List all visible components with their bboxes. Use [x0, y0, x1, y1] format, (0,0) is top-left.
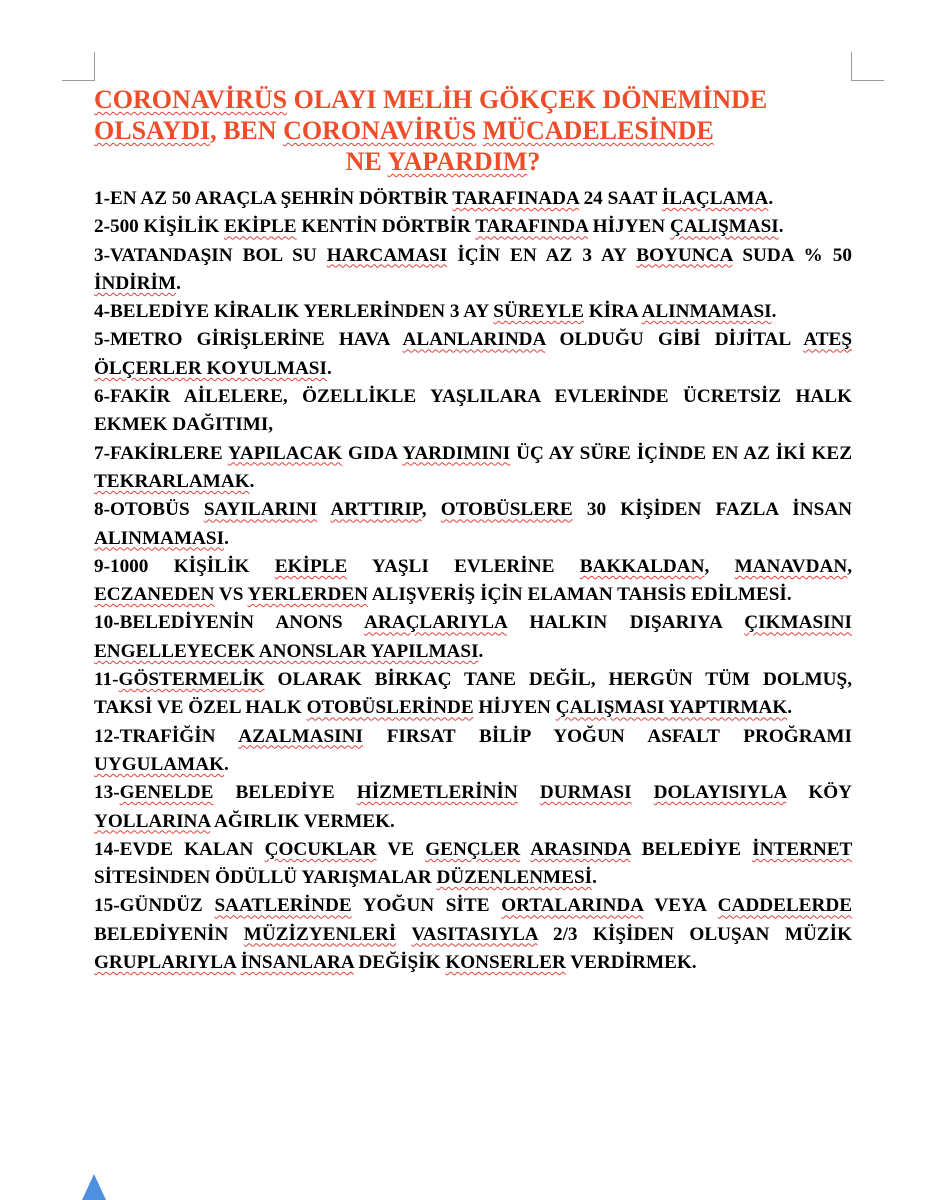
item-text: 11-	[94, 669, 119, 691]
item-text: VERDİRMEK.	[565, 952, 697, 974]
list-item	[94, 440, 852, 497]
item-text: İNSANLARA	[240, 952, 354, 974]
item-text: 9-1000 KİŞİLİK	[94, 555, 275, 577]
item-text	[520, 839, 530, 860]
list-item	[94, 326, 852, 383]
item-text: GRUPLARIYLA	[94, 952, 236, 974]
item-text: SAYILARINI	[203, 499, 318, 521]
item-text: 6-FAKİR AİLELERE, ÖZELLİKLE YAŞLILARA EVLERİNDE ÜCRETSİZ HALK EKMEK DAĞITIMI,	[94, 386, 852, 436]
item-text: GENÇLER	[425, 838, 521, 860]
title-word: CORONAVİRÜS	[283, 116, 477, 145]
item-text: ALINMAMASI	[641, 301, 772, 323]
item-text: .	[326, 357, 332, 379]
item-text: 13-	[94, 782, 120, 804]
item-text: HİJYEN	[587, 216, 670, 238]
item-text: OTOBÜSLERE	[440, 499, 573, 521]
list-item	[94, 892, 852, 977]
item-text: İNTERNET	[752, 838, 852, 860]
page-marker-icon	[82, 1174, 106, 1200]
item-text: 15-GÜNDÜZ	[94, 895, 215, 917]
item-text: YOĞUN SİTE	[351, 895, 502, 917]
item-text: SAATLERİNDE	[214, 895, 352, 917]
item-text: ÇALIŞMASI YAPTIRMAK	[555, 697, 788, 719]
item-text: BELEDİYE	[630, 838, 753, 860]
item-text: 10-BELEDİYENİN ANONS	[94, 612, 364, 634]
item-text: İNDİRİM	[94, 272, 177, 294]
title-line-2	[94, 115, 852, 146]
item-text: OTOBÜSLERİNDE	[306, 697, 474, 719]
list-item	[94, 666, 852, 723]
list-item	[94, 298, 852, 326]
item-text: 7-FAKİRLERE	[94, 442, 228, 464]
title-word: CORONAVİRÜS	[94, 85, 288, 114]
item-text: İÇİN EN AZ 3 AY	[447, 244, 637, 266]
item-text: 2/3 KİŞİDEN OLUŞAN MÜZİK	[537, 923, 852, 945]
item-text: VS	[214, 584, 248, 606]
item-text: OLDUĞU GİBİ DİJİTAL	[545, 329, 804, 351]
margin-mark-top-left	[62, 52, 95, 81]
item-text: KENTİN DÖRTBİR	[296, 216, 476, 238]
item-text: OLARAK BİRKAÇ TANE DEĞİL, HERGÜN TÜM DOLMUŞ, TAKSİ VE ÖZEL HALK	[94, 669, 852, 719]
item-text: 8-OTOBÜS	[94, 499, 204, 521]
item-text: ALANLARINDA	[402, 329, 546, 351]
item-text: 2-500 KİŞİLİK	[94, 216, 225, 238]
item-text: BAKKALDAN	[579, 555, 705, 577]
item-text: .	[478, 640, 484, 662]
item-text: AZALMASINI	[238, 725, 363, 747]
item-text: ORTALARINDA	[501, 895, 644, 917]
item-text: 1-EN AZ 50 ARAÇLA ŞEHRİN DÖRTBİR	[94, 188, 453, 209]
title-text: ?	[527, 147, 541, 176]
list-item	[94, 836, 852, 893]
item-text: İLAÇLAMA	[661, 188, 769, 209]
title-text: OLAYI MELİH GÖKÇEK DÖNEMİNDE	[287, 85, 768, 114]
item-text: BOYUNCA	[636, 244, 733, 266]
item-text: ,	[421, 499, 441, 521]
document-title	[94, 84, 852, 177]
item-text: GENELDE	[119, 782, 214, 804]
item-text: GIDA	[342, 442, 403, 464]
title-word: YAPARDIM	[387, 147, 528, 176]
item-text: KÖY	[786, 782, 853, 804]
list-item	[94, 383, 852, 440]
item-text: TARAFINADA	[452, 188, 579, 209]
item-text: SÜREYLE	[493, 301, 584, 323]
item-list	[94, 185, 852, 977]
item-text: 12-TRAFİĞİN	[94, 725, 239, 747]
item-text: HALKIN DIŞARIYA	[506, 612, 745, 634]
item-text: 3-VATANDAŞIN BOL SU	[94, 244, 327, 266]
item-text: YARDIMINI	[402, 442, 511, 464]
item-text: 24 SAAT	[578, 188, 662, 209]
item-text: ARASINDA	[530, 838, 631, 860]
item-text: AĞIRLIK VERMEK.	[210, 810, 395, 832]
list-item	[94, 242, 852, 299]
item-text: 4-BELEDİYE KİRALIK YERLERİNDEN 3 AY	[94, 301, 494, 323]
item-text: DÜZENLENMESİ	[436, 867, 593, 889]
item-text: BELEDİYENİN	[94, 923, 244, 945]
item-text: .	[592, 867, 597, 889]
item-text: VE	[376, 838, 426, 860]
item-text: ALINMAMASI	[94, 527, 225, 549]
list-item	[94, 723, 852, 780]
item-text: ALIŞVERİŞ İÇİN ELAMAN TAHSİS EDİLMESİ.	[368, 584, 792, 606]
item-text: MANAVDAN	[734, 555, 848, 577]
item-text: ÇALIŞMASI	[669, 216, 779, 238]
list-item	[94, 185, 852, 213]
item-text: EKİPLE	[274, 555, 348, 577]
item-text: ARAÇLARIYLA	[364, 612, 507, 634]
item-text: ÜÇ AY SÜRE İÇİNDE EN AZ İKİ KEZ	[510, 442, 852, 464]
title-line-3	[94, 146, 852, 177]
list-item	[94, 213, 852, 241]
item-text: .	[224, 753, 229, 775]
item-text: .	[176, 272, 181, 294]
item-text: FIRSAT BİLİP YOĞUN ASFALT PROĞRAMI	[362, 725, 852, 747]
item-text: GÖSTERMELİK	[118, 669, 265, 691]
item-text	[632, 782, 654, 803]
title-word: OLSAYDI	[94, 116, 211, 145]
item-text: DOLAYISIYLA	[653, 782, 787, 804]
item-text: EKİPLE	[224, 216, 297, 238]
item-text: ,	[704, 555, 735, 577]
item-text	[396, 924, 411, 945]
item-text: DEĞİŞİK	[353, 952, 446, 974]
item-text: YOLLARINA	[94, 810, 211, 832]
item-text: VASITASIYLA	[411, 923, 538, 945]
title-word: MÜCADELESİNDE	[482, 116, 714, 145]
item-text: 5-METRO GİRİŞLERİNE HAVA	[94, 329, 403, 351]
margin-mark-top-right	[851, 52, 884, 81]
item-text: .	[249, 470, 255, 492]
item-text: SİTESİNDEN ÖDÜLLÜ YARIŞMALAR	[94, 867, 437, 889]
item-text: HİJYEN	[473, 697, 556, 719]
item-text: MÜZİZYENLERİ	[243, 923, 397, 945]
item-text: YAŞLI EVLERİNE	[347, 555, 580, 577]
item-text: .	[778, 216, 784, 238]
title-line-1	[94, 84, 852, 115]
item-text: UYGULAMAK	[94, 753, 225, 775]
item-text: HARCAMASI	[326, 244, 448, 266]
item-text: YAPILACAK	[227, 442, 343, 464]
item-text: CADDELERDE	[717, 895, 852, 917]
item-text: 30 KİŞİDEN FAZLA İNSAN	[572, 499, 853, 521]
document-body	[94, 84, 852, 977]
item-text: TEKRARLAMAK	[94, 470, 250, 492]
item-text: VEYA	[643, 895, 718, 917]
item-text: HİZMETLERİNİN	[356, 782, 518, 804]
item-text: ,	[847, 555, 853, 577]
item-text: BELEDİYE	[213, 782, 357, 804]
title-text: NE	[345, 147, 388, 176]
list-item	[94, 553, 852, 610]
item-text: 14-EVDE KALAN	[94, 838, 265, 860]
item-text: .	[787, 697, 793, 719]
list-item	[94, 779, 852, 836]
item-text: TARAFINDA	[475, 216, 588, 238]
item-text: KONSERLER	[445, 952, 566, 974]
item-text: .	[771, 301, 777, 323]
list-item	[94, 496, 852, 553]
item-text: ATEŞ ÖLÇERLER KOYULMASI	[94, 329, 853, 379]
item-text: ARTTIRIP	[330, 499, 422, 521]
item-text	[317, 499, 330, 520]
list-item	[94, 609, 852, 666]
item-text	[518, 782, 540, 803]
title-text: , BEN	[210, 116, 284, 145]
item-text: YERLERDEN	[247, 584, 369, 606]
item-text: SUDA % 50	[732, 244, 852, 266]
item-text: DURMASI	[539, 782, 632, 804]
item-text: .	[224, 527, 229, 549]
item-text: KİRA	[583, 301, 642, 323]
item-text: ÇOCUKLAR	[264, 838, 377, 860]
item-text: .	[768, 188, 774, 209]
item-text: ECZANEDEN	[94, 584, 215, 606]
item-text: ÇIKMASINI ENGELLEYECEK ANONSLAR YAPILMASI	[94, 612, 852, 662]
